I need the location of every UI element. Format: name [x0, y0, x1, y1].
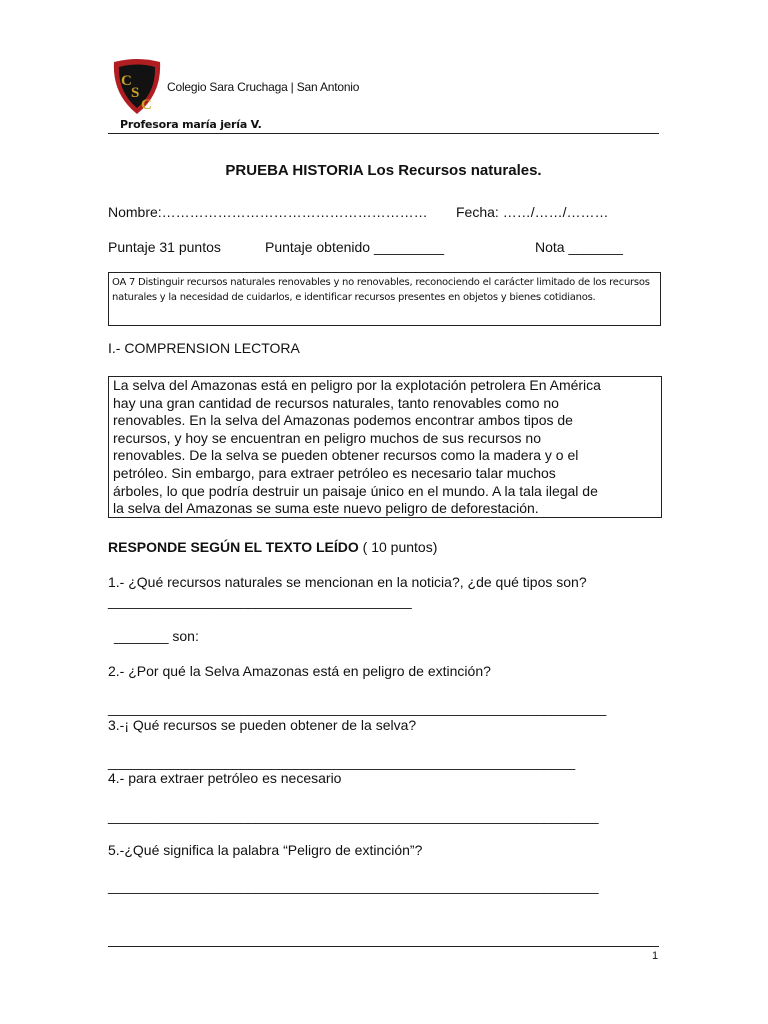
nombre-line[interactable]: Nombre:………………………………………………… [108, 204, 428, 220]
reading-line: renovables. De la selva se pueden obtener recursos como la madera y o el [113, 447, 579, 464]
answer-line-4[interactable]: _______________________________________________________________ [108, 808, 599, 824]
responde-heading-bold: RESPONDE SEGÚN EL TEXTO LEÍDO [108, 539, 359, 555]
responde-heading [108, 539, 437, 555]
puntaje-label: Puntaje 31 puntos [108, 239, 221, 255]
responde-heading-points: ( 10 puntos) [358, 539, 438, 555]
answer-line-5[interactable]: _______________________________________________________________ [108, 878, 599, 894]
school-logo [112, 58, 162, 116]
reading-line: hay una gran cantidad de recursos naturales, tanto renovables como no [113, 394, 559, 411]
reading-line: árboles, lo que podría destruir un paisaje único en el mundo. A la tala ilegal de [113, 482, 598, 499]
footer-divider [108, 946, 659, 947]
answer-line-2[interactable]: ________________________________________________________________ [108, 700, 607, 716]
logo-letter-c1: C [121, 73, 132, 89]
question-5: 5.-¿Qué significa la palabra “Peligro de extinción”? [108, 842, 423, 858]
reading-text-box [108, 376, 662, 518]
reading-line: recursos, y hoy se encuentran en peligro muchos de sus recursos no [113, 429, 542, 446]
fecha-line[interactable]: Fecha: ……/……/……… [456, 204, 609, 220]
logo-letter-s: S [131, 85, 140, 101]
school-name: Colegio Sara Cruchaga | San Antonio [167, 80, 360, 94]
header-divider [108, 133, 659, 134]
teacher-name: Profesora maría jería V. [120, 118, 262, 131]
reading-line: la selva del Amazonas se suma este nuevo peligro de deforestación. [113, 500, 539, 517]
reading-line: La selva del Amazonas está en peligro por la explotación petrolera En América [113, 377, 601, 393]
objective-box: OA 7 Distinguir recursos naturales renovables y no renovables, reconociendo el carácter limitado de los recursos naturales y la necesidad de cuidarlos, e identificar recursos presentes en objetos y bienes cotidianos. [108, 272, 661, 326]
answer-line-1[interactable]: _______________________________________ [108, 593, 412, 609]
question-1: 1.- ¿Qué recursos naturales se mencionan en la noticia?, ¿de qué tipos son? [108, 574, 587, 590]
page-number: 1 [652, 950, 659, 962]
question-4: 4.- para extraer petróleo es necesario [108, 770, 342, 786]
reading-line: renovables. En la selva del Amazonas podemos encontrar ambos tipos de [113, 412, 573, 429]
reading-line: petróleo. Sin embargo, para extraer petróleo es necesario talar muchos [113, 464, 556, 481]
logo-letter-c2: C [141, 97, 152, 113]
nota-line[interactable]: Nota _______ [535, 239, 623, 255]
puntaje-obtenido-line[interactable]: Puntaje obtenido _________ [265, 239, 445, 255]
question-3: 3.-¡ Qué recursos se pueden obtener de la selva? [108, 717, 417, 733]
question-1b[interactable]: _______ son: [114, 628, 199, 644]
question-2: 2.- ¿Por qué la Selva Amazonas está en peligro de extinción? [108, 663, 491, 679]
page-title: PRUEBA HISTORIA Los Recursos naturales. [225, 162, 542, 179]
section-heading-comprension: I.- COMPRENSION LECTORA [108, 340, 300, 356]
answer-line-3[interactable]: ____________________________________________________________ [108, 754, 576, 770]
